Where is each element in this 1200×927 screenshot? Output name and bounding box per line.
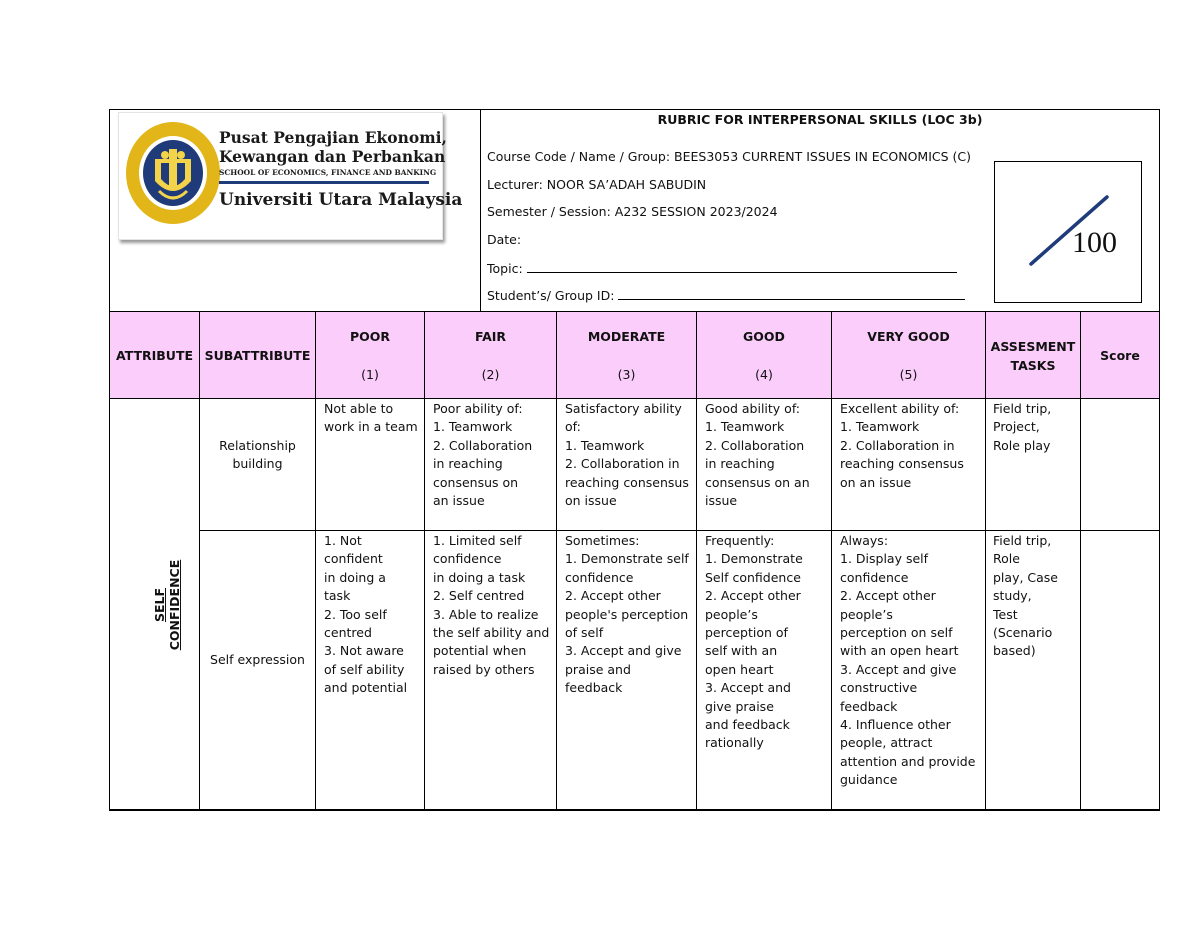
col-subattribute: SUBATTRIBUTE <box>204 348 311 363</box>
logo-line-4: Universiti Utara Malaysia <box>219 190 463 210</box>
total-score-value: 100 <box>1072 226 1117 259</box>
col-tasks: ASSESMENT TASKS <box>990 339 1076 373</box>
row1-tasks: Field trip, Project, Role play <box>993 401 1052 453</box>
col-moderate-score: (3) <box>617 367 636 382</box>
col-fair-score: (2) <box>481 367 500 382</box>
course-line: Course Code / Name / Group: BEES3053 CURRENT ISSUES IN ECONOMICS (C) <box>487 149 972 164</box>
row2-moderate: Sometimes: 1. Demonstrate self confidence 2. Accept other people's perception of self 3. Accept and give praise and feedback <box>565 533 689 696</box>
student-underline <box>618 287 965 300</box>
date-line: Date: <box>487 232 522 247</box>
col-verygood-score: (5) <box>899 367 918 382</box>
attribute-self-confidence: SELF CONFIDENCE <box>152 559 182 651</box>
lecturer-line: Lecturer: NOOR SA’ADAH SABUDIN <box>487 177 707 192</box>
col-attribute: ATTRIBUTE <box>115 348 194 363</box>
row1-fair: Poor ability of: 1. Teamwork 2. Collaboration in reaching consensus on an issue <box>433 401 533 509</box>
row2-tasks: Field trip, Role play, Case study, Test (Scenario based) <box>993 533 1059 659</box>
logo-line-3: SCHOOL OF ECONOMICS, FINANCE AND BANKING <box>219 168 437 177</box>
university-seal-icon <box>123 119 223 227</box>
row1-poor: Not able to work in a team <box>324 401 418 435</box>
topic-label: Topic: <box>487 261 523 276</box>
col-good: GOOD <box>743 329 785 344</box>
logo-divider <box>219 181 429 184</box>
col-good-score: (4) <box>755 367 773 382</box>
university-logo <box>118 112 463 240</box>
total-score-box <box>994 161 1142 303</box>
row2-verygood: Always: 1. Display self confidence 2. Accept other people’s perception on self with an open heart 3. Accept and give constructive feedback 4. Influence other people, attract attention and provide guidance <box>840 533 976 788</box>
row2-poor: 1. Not confident in doing a task 2. Too self centred 3. Not aware of self ability and potential <box>324 533 408 696</box>
student-label: Student’s/ Group ID: <box>487 288 615 303</box>
logo-line-2: Kewangan dan Perbankan <box>219 147 446 166</box>
row1-good: Good ability of: 1. Teamwork 2. Collaboration in reaching consensus on an issue <box>705 401 810 509</box>
row2-score[interactable] <box>1082 532 1158 807</box>
logo-line-1: Pusat Pengajian Ekonomi, <box>219 128 447 147</box>
col-verygood: VERY GOOD <box>867 329 950 344</box>
col-poor: POOR <box>349 329 391 344</box>
row1-moderate: Satisfactory ability of: 1. Teamwork 2. Collaboration in reaching consensus on issue <box>565 401 689 509</box>
student-field[interactable] <box>487 287 965 304</box>
col-fair: FAIR <box>474 329 507 344</box>
col-score: Score <box>1100 348 1140 363</box>
topic-field[interactable] <box>487 260 957 277</box>
row2-fair: 1. Limited self confidence in doing a task 2. Self centred 3. Able to realize the self ability and potential when raised by others <box>433 533 550 677</box>
semester-line: Semester / Session: A232 SESSION 2023/2024 <box>487 204 778 219</box>
topic-underline <box>527 260 957 273</box>
row1-verygood: Excellent ability of: 1. Teamwork 2. Collaboration in reaching consensus on an issue <box>840 401 964 490</box>
row1-subattribute: Relationship building <box>219 438 296 472</box>
row2-subattribute: Self expression <box>210 652 305 667</box>
col-poor-score: (1) <box>361 367 379 382</box>
rubric-title: RUBRIC FOR INTERPERSONAL SKILLS (LOC 3b) <box>657 112 983 127</box>
col-moderate: MODERATE <box>587 329 666 344</box>
row1-score[interactable] <box>1082 400 1158 528</box>
row2-good: Frequently: 1. Demonstrate Self confidence 2. Accept other people’s perception of self with an open heart 3. Accept and give praise and feedback rationally <box>705 533 803 751</box>
